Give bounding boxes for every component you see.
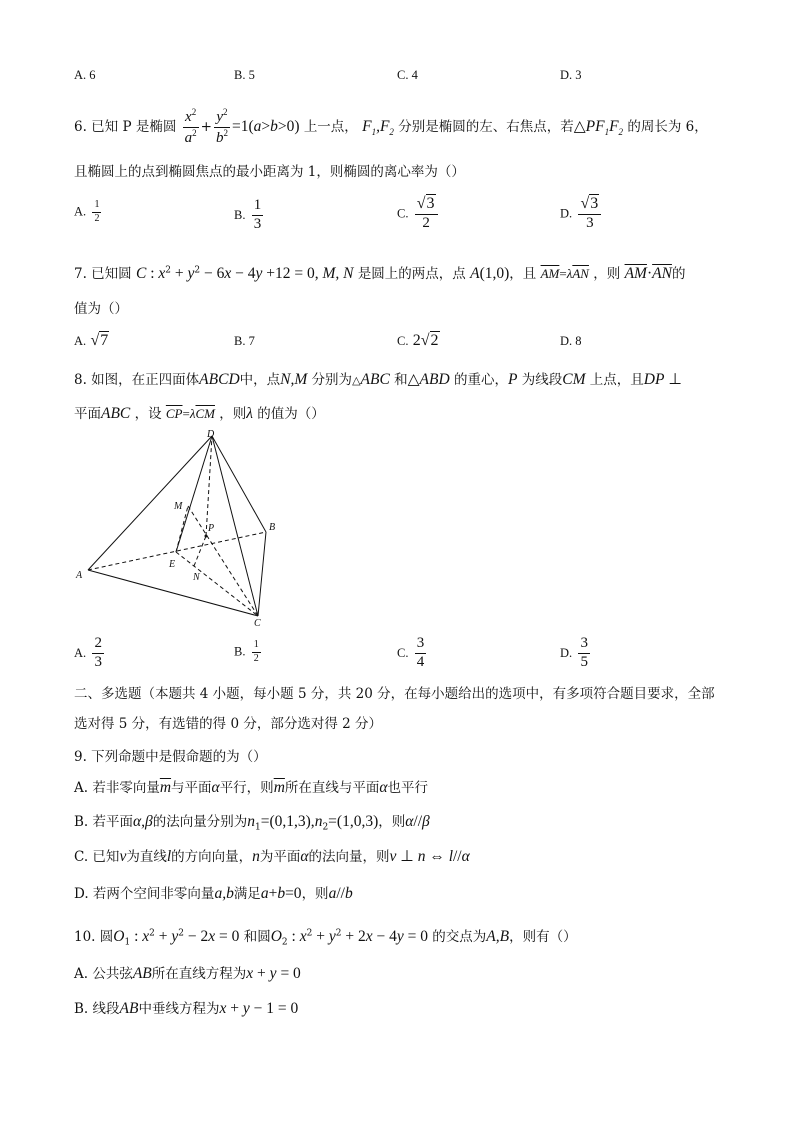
q7-stem-line1: 7. 已知圆 C : $x^2 + y^2 - 6x - 4y +12 = 0$, M, N 是圆上的两点，点 A(1,0)，且 $\overline{AM}=\lambda\overline{AN}$ ，则 $\overline{AM}\cdot\overline{AN}$的 xyxy=(74,265,686,282)
edge-AB-hidden xyxy=(88,532,266,570)
line-EC xyxy=(176,552,258,616)
edge-DB xyxy=(212,436,266,532)
label-P: P xyxy=(208,523,215,534)
q6-stem-line2: 且椭圆上的点到椭圆焦点的最小距离为 1，则椭圆的离心率为（） xyxy=(74,164,465,180)
q6-option-b: B. $\frac{1}{3}$ xyxy=(234,197,262,232)
q6-frac-y: $\frac{y^2}{b^2}$ xyxy=(215,107,228,146)
q9-option-a: A. 若非零向量$\overline{m}$与平面α平行，则$\overline{m}$所在直线与平面α也平行 xyxy=(74,779,429,796)
point-P xyxy=(205,535,208,538)
q9-option-d: D. 若两个空间非零向量a,b满足a+b=0，则a//b xyxy=(74,885,353,902)
edge-AC xyxy=(88,570,258,616)
q8-stem-line2: 平面ABC ，设 $\overline{CP}=\lambda\overline{CM}$ ，则λ 的值为（） xyxy=(74,405,325,422)
label-C: C xyxy=(254,618,261,628)
q6-option-d: D. $\frac{√3}{3}$ xyxy=(560,196,603,232)
label-A: A xyxy=(76,570,83,581)
edge-BC xyxy=(258,532,266,616)
label-E: E xyxy=(169,559,176,570)
q7-option-c: C. 2√2 xyxy=(397,332,439,349)
edge-AD xyxy=(88,436,215,570)
q8-option-b: B. $\frac{1}{2}$ xyxy=(234,639,259,664)
tetrahedron-figure xyxy=(70,428,290,628)
q8-option-a: A. $\frac{2}{3}$ xyxy=(74,635,102,670)
label-M: M xyxy=(174,501,183,512)
q5-option-c: C. 4 xyxy=(397,68,418,82)
q8-option-d: D. $\frac{3}{5}$ xyxy=(560,635,588,670)
q5-option-a: A. 6 xyxy=(74,68,96,82)
q8-option-c: C. $\frac{3}{4}$ xyxy=(397,635,425,670)
q5-option-b: B. 5 xyxy=(234,68,255,82)
label-B: B xyxy=(269,522,276,533)
line-DE xyxy=(176,436,215,552)
q6-option-a: A. $\frac{1}{2}$ xyxy=(74,199,100,224)
q10-option-b: B. 线段AB中垂线方程为x + y − 1 = 0 xyxy=(74,1000,299,1017)
line-NP xyxy=(194,536,206,566)
q6-frac-x: $\frac{x^2}{a^2}$ xyxy=(184,107,197,146)
line-EM xyxy=(176,506,188,552)
q8-stem-line1: 8. 如图，在正四面体ABCD中，点N,M 分别为△ABC 和△ABD 的重心，P 为线段CM 上点，且DP ⊥ xyxy=(74,371,682,388)
q9-stem: 9. 下列命题中是假命题的为（） xyxy=(74,749,267,765)
section2-heading-line1: 二、多选题（本题共 4 小题，每小题 5 分，共 20 分，在每小题给出的选项中，有多项符合题目要求，全部 xyxy=(74,686,715,702)
q5-option-d: D. 3 xyxy=(560,68,582,82)
q7-option-b: B. 7 xyxy=(234,334,255,348)
q6-option-c: C. $\frac{√3}{2}$ xyxy=(397,196,440,232)
q7-option-a: A. √7 xyxy=(74,332,109,349)
q9-option-b: B. 若平面α,β的法向量分别为$n_1=(0,1,3),n_2=(1,0,3)$，则α//β xyxy=(74,813,430,833)
q10-stem: 10. 圆$O_1$ : $x^2 + y^2 - 2x = 0$ 和圆$O_2$ : $x^2 + y^2 + 2x - 4y = 0$ 的交点为A,B，则有（） xyxy=(74,928,577,948)
q7-stem-line2: 值为（） xyxy=(74,301,128,317)
section2-heading-line2: 选对得 5 分，有选错的得 0 分，部分选对得 2 分） xyxy=(74,716,383,732)
label-N: N xyxy=(193,572,200,583)
q9-option-c: C. 已知v为直线l的方向向量，n为平面α的法向量，则v ⊥ n ⇔ l//α xyxy=(74,848,470,865)
q7-option-d: D. 8 xyxy=(560,334,582,348)
q6-stem-line1: 6. 已知 P 是椭圆 $\frac{x^2}{a^2}$ + $\frac{y^2}{b^2}$ =1(a>b>0) 上一点， $F_1,F_2$ 分别是椭圆的左、右焦点，若$\triangle PF_1F_2$ 的周长为 6， xyxy=(74,107,708,146)
q10-option-a: A. 公共弦AB所在直线方程为x + y = 0 xyxy=(74,965,301,982)
label-D: D xyxy=(207,429,215,440)
edge-DC xyxy=(212,436,258,616)
